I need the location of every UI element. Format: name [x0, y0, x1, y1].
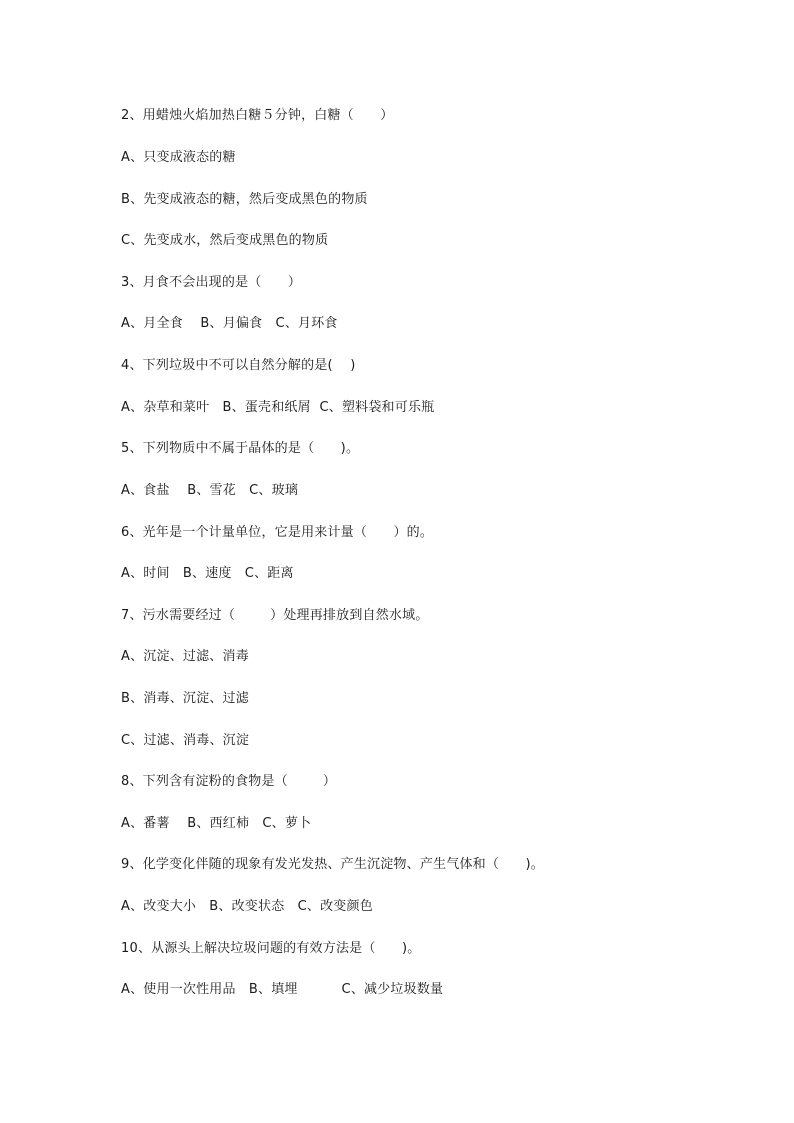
question-9-options: A、改变大小 B、改变状态 C、改变颜色	[121, 899, 373, 914]
question-2-stem: 2、用蜡烛火焰加热白糖５分钟，白糖（ ）	[121, 108, 394, 123]
question-3-options: A、月全食 B、月偏食 C、月环食	[121, 316, 338, 331]
question-2-option-c: C、先变成水，然后变成黑色的物质	[121, 233, 329, 248]
question-6-options: A、时间 B、速度 C、距离	[121, 566, 294, 581]
question-2-option-a: A、只变成液态的糖	[121, 150, 236, 165]
question-7-option-a: A、沉淀、过滤、消毒	[121, 649, 249, 664]
question-6-stem: 6、光年是一个计量单位，它是用来计量（ ）的。	[121, 525, 434, 540]
question-5-stem: 5、下列物质中不属于晶体的是（ )。	[121, 441, 360, 456]
question-4-options: A、杂草和菜叶 B、蛋壳和纸屑 C、塑料袋和可乐瓶	[121, 400, 435, 415]
question-3-stem: 3、月食不会出现的是（ ）	[121, 275, 302, 290]
question-8-options: A、番薯 B、西红柿 C、萝卜	[121, 816, 312, 831]
question-5-options: A、食盐 B、雪花 C、玻璃	[121, 483, 299, 498]
question-8-stem: 8、下列含有淀粉的食物是（ ）	[121, 774, 337, 789]
question-7-option-c: C、过滤、消毒、沉淀	[121, 733, 250, 748]
question-2-option-b: B、先变成液态的糖，然后变成黑色的物质	[121, 192, 368, 207]
question-4-stem: 4、下列垃圾中不可以自然分解的是( )	[121, 358, 356, 373]
question-10-stem: 10、从源头上解决垃圾问题的有效方法是（ )。	[121, 941, 421, 956]
question-9-stem: 9、化学变化伴随的现象有发光发热、产生沉淀物、产生气体和（ )。	[121, 857, 544, 872]
question-7-option-b: B、消毒、沉淀、过滤	[121, 691, 249, 706]
question-7-stem: 7、污水需要经过（ ）处理再排放到自然水域。	[121, 608, 429, 623]
question-10-options: A、使用一次性用品 B、填埋 C、减少垃圾数量	[121, 982, 444, 997]
